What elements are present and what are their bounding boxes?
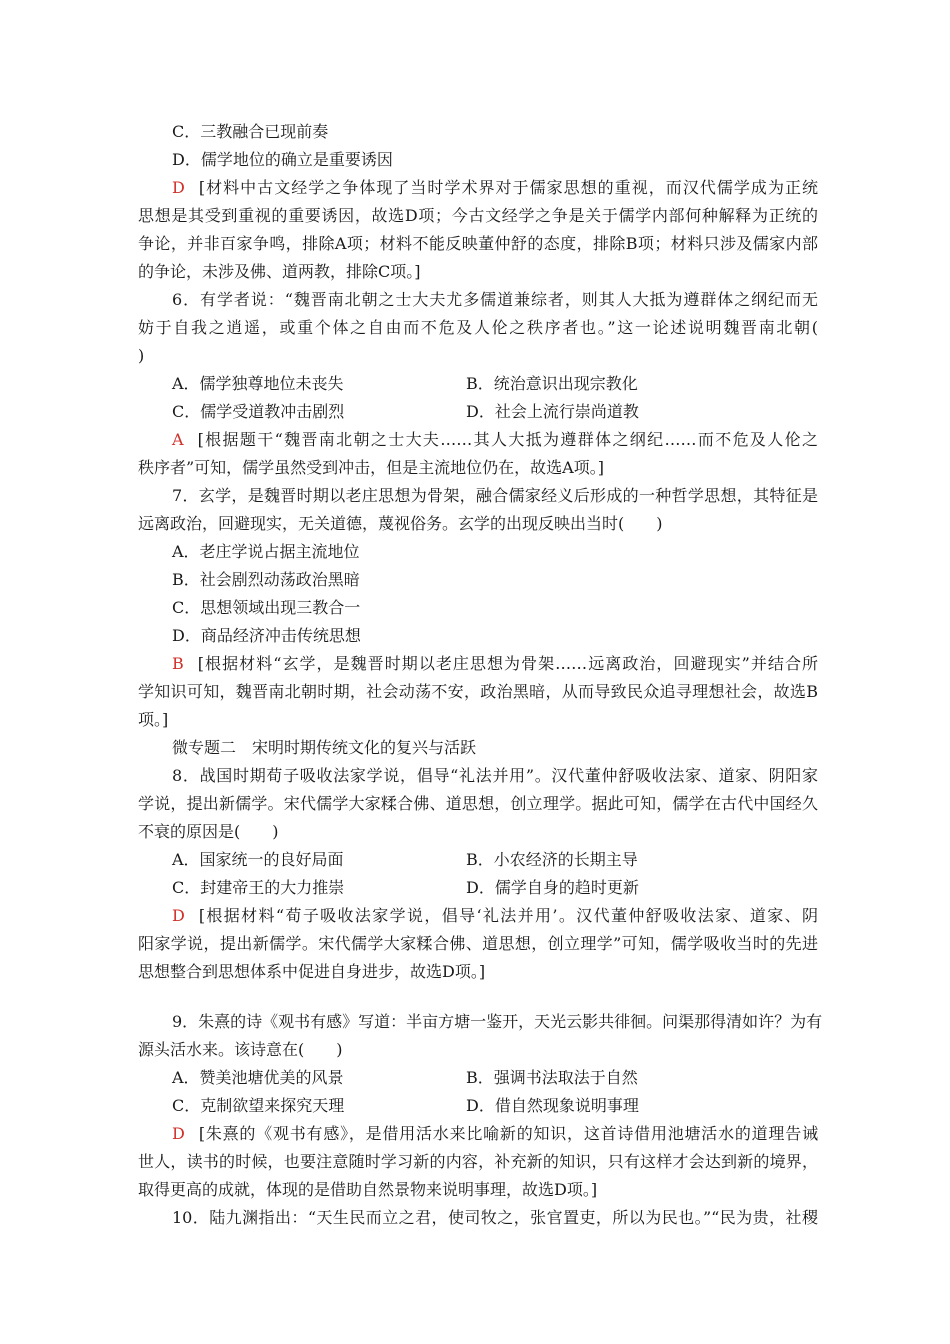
q5-answer-line2: 思想是其受到重视的重要诱因，故选D项；今古文经学之争是关于儒学内部何种解释为正统的: [138, 206, 818, 225]
q8-answer-line2: 阳家学说，提出新儒学。宋代儒学大家糅合佛、道思想，创立理学”可知，儒学吸收当时的先进: [138, 934, 818, 953]
q8-option-b: B．小农经济的长期主导: [466, 850, 638, 869]
q8-answer-letter: D: [172, 906, 185, 925]
q7-stem-line1: 7．玄学，是魏晋时期以老庄思想为骨架，融合儒家经义后形成的一种哲学思想，其特征是: [172, 486, 818, 505]
q6-option-d: D．社会上流行崇尚道教: [466, 402, 639, 421]
q9-answer-letter: D: [172, 1124, 185, 1143]
q6-options-row1: [172, 374, 818, 394]
q8-answer-line1: D [根据材料“荀子吸收法家学说，倡导‘礼法并用’。汉代董仲舒吸收法家、道家、阴: [172, 906, 818, 925]
q5-option-d: D．儒学地位的确立是重要诱因: [172, 150, 393, 169]
q9-stem-line2: 源头活水来。该诗意在( ): [138, 1040, 343, 1059]
q9-option-a: A．赞美池塘优美的风景: [172, 1068, 344, 1087]
q6-answer-line1: A [根据题干“魏晋南北朝之士大夫……其人大抵为遵群体之纲纪……而不危及人伦之: [172, 430, 818, 449]
q6-answer-line2: 秩序者”可知，儒学虽然受到冲击，但是主流地位仍在，故选A项。]: [138, 458, 604, 477]
q8-stem-line2: 学说，提出新儒学。宋代儒学大家糅合佛、道思想，创立理学。据此可知，儒学在古代中国经久: [138, 794, 818, 813]
q8-option-d: D．儒学自身的趋时更新: [466, 878, 639, 897]
q5-answer-line1: D [材料中古文经学之争体现了当时学术界对于儒家思想的重视，而汉代儒学成为正统: [172, 178, 818, 197]
q8-option-a: A．国家统一的良好局面: [172, 850, 344, 869]
q7-answer-letter: B: [172, 654, 184, 673]
q5-answer-line4: 的争论，未涉及佛、道两教，排除C项。]: [138, 262, 421, 281]
q8-stem-line1: 8．战国时期荀子吸收法家学说，倡导“礼法并用”。汉代董仲舒吸收法家、道家、阴阳家: [172, 766, 818, 785]
q6-options-row2: [172, 402, 818, 422]
q9-answer-line2: 世人，读书的时候，也要注意随时学习新的内容，补充新的知识，只有这样才会达到新的境界，: [138, 1152, 818, 1171]
q6-stem-line1: 6．有学者说：“魏晋南北朝之士大夫尤多儒道兼综者，则其人大抵为遵群体之纲纪而无: [172, 290, 818, 309]
q7-answer-line1: B [根据材料“玄学，是魏晋时期以老庄思想为骨架……远离政治，回避现实”并结合所: [172, 654, 818, 673]
q8-stem-line3: 不衰的原因是( ): [138, 822, 279, 841]
q9-answer-line1: D [朱熹的《观书有感》，是借用活水来比喻新的知识，这首诗借用池塘活水的道理告诫: [172, 1124, 818, 1143]
q8-options-row1: [172, 850, 818, 870]
q5-answer-line3: 争论，并非百家争鸣，排除A项；材料不能反映董仲舒的态度，排除B项；材料只涉及儒家内部: [138, 234, 818, 253]
q8-options-row2: [172, 878, 818, 898]
q7-option-c: C．思想领域出现三教合一: [172, 598, 361, 617]
q6-stem-line2: 妨于自我之逍遥，或重个体之自由而不危及人伦之秩序者也。”这一论述说明魏晋南北朝(: [138, 318, 818, 337]
q9-stem-line1: 9．朱熹的诗《观书有感》写道：半亩方塘一鉴开，天光云影共徘徊。问渠那得清如许？为有: [172, 1012, 823, 1031]
q9-options-row1: [172, 1068, 818, 1088]
q6-option-c: C．儒学受道教冲击剧烈: [172, 402, 345, 421]
q7-answer-line2: 学知识可知，魏晋南北朝时期，社会动荡不安，政治黑暗，从而导致民众追寻理想社会，故选B: [138, 682, 818, 701]
q6-option-a: A．儒学独尊地位未丧失: [172, 374, 344, 393]
q6-stem-line3: ): [138, 346, 145, 365]
q7-stem-line2: 远离政治，回避现实，无关道德，蔑视俗务。玄学的出现反映出当时( ): [138, 514, 663, 533]
section-heading: 微专题二 宋明时期传统文化的复兴与活跃: [172, 738, 477, 757]
q7-option-b: B．社会剧烈动荡政治黑暗: [172, 570, 360, 589]
q7-answer-line3: 项。]: [138, 710, 169, 729]
q9-option-b: B．强调书法取法于自然: [466, 1068, 638, 1087]
q8-option-c: C．封建帝王的大力推崇: [172, 878, 345, 897]
q6-option-b: B．统治意识出现宗教化: [466, 374, 638, 393]
q5-option-c: C．三教融合已现前奏: [172, 122, 329, 141]
q9-answer-line3: 取得更高的成就，体现的是借助自然景物来说明事理，故选D项。]: [138, 1180, 598, 1199]
q9-option-d: D．借自然现象说明事理: [466, 1096, 639, 1115]
q5-answer-letter: D: [172, 178, 185, 197]
q9-options-row2: [172, 1096, 818, 1116]
q6-answer-letter: A: [172, 430, 184, 449]
q9-option-c: C．克制欲望来探究天理: [172, 1096, 345, 1115]
q7-option-a: A．老庄学说占据主流地位: [172, 542, 360, 561]
q7-option-d: D．商品经济冲击传统思想: [172, 626, 361, 645]
q10-stem-line1: 10．陆九渊指出：“天生民而立之君，使司牧之，张官置吏，所以为民也。”“民为贵，社稷: [172, 1208, 818, 1227]
q8-answer-line3: 思想整合到思想体系中促进自身进步，故选D项。]: [138, 962, 486, 981]
